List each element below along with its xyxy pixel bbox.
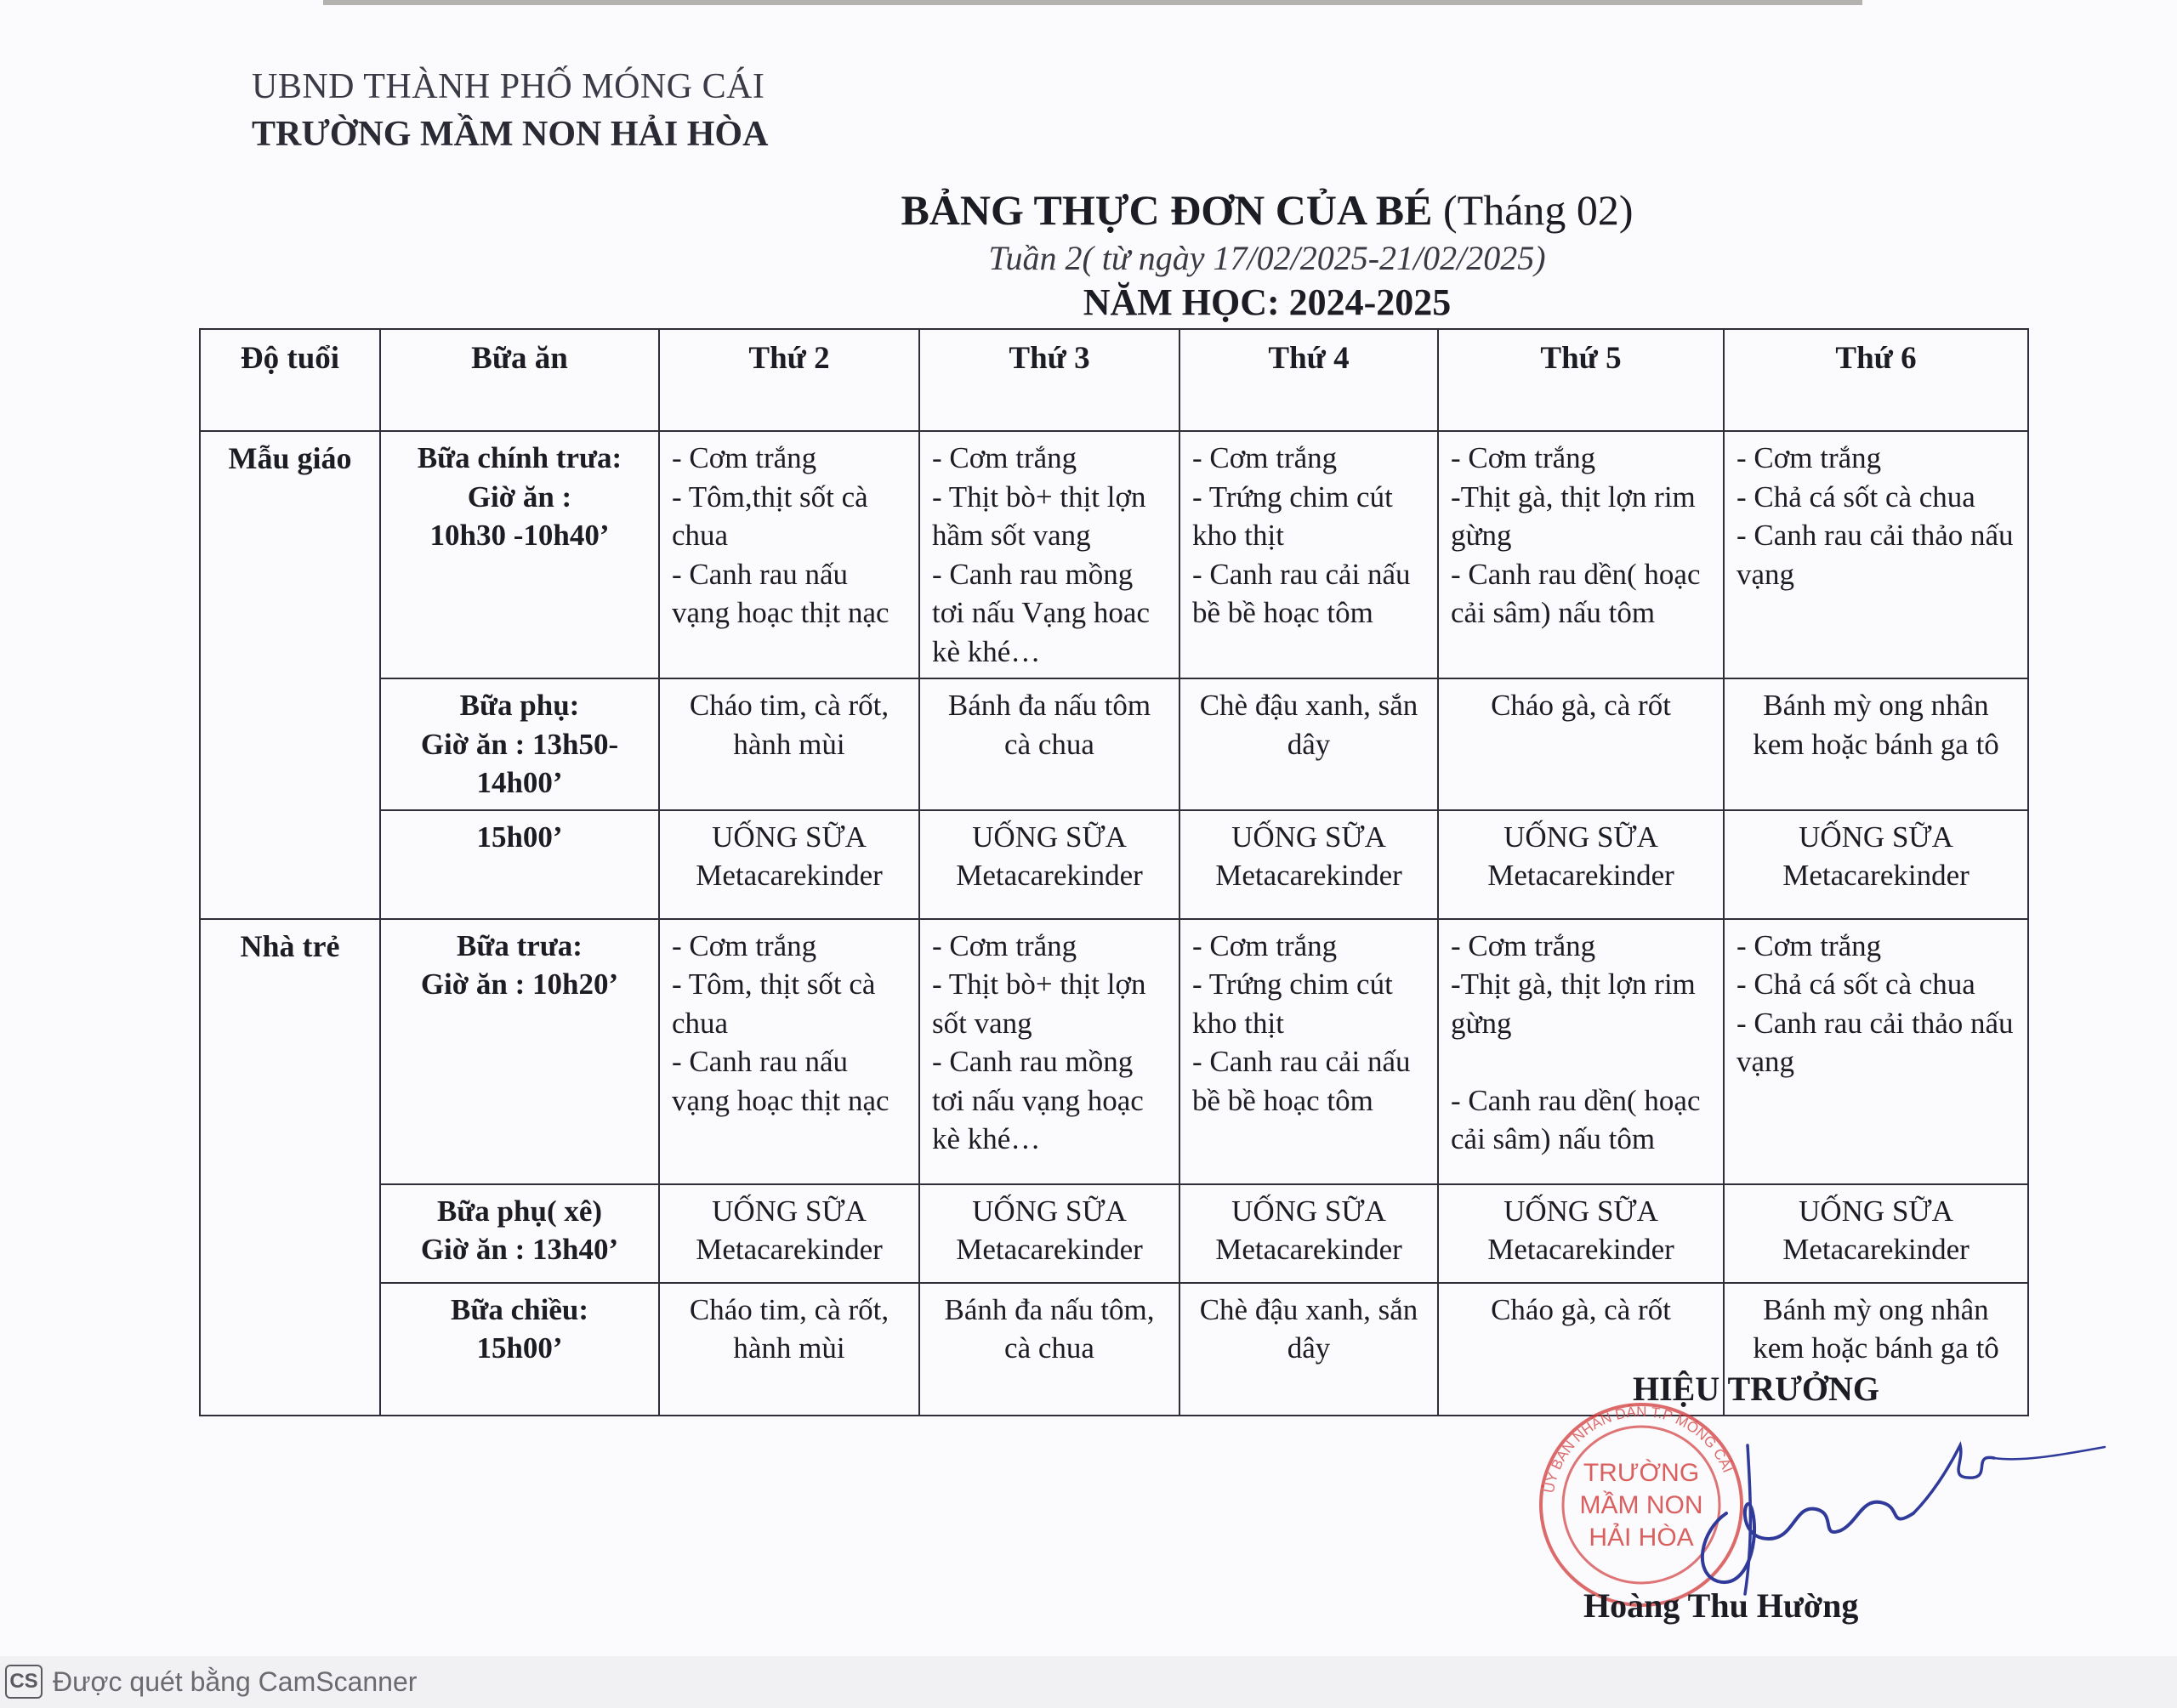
- menu-cell-day-2: [659, 1283, 919, 1416]
- dish-line: UỐNG SỮA: [712, 820, 867, 854]
- menu-cell-day-2: [659, 1184, 919, 1283]
- dish-line: UỐNG SỮA: [972, 820, 1127, 854]
- menu-header-row: [200, 329, 2028, 431]
- meal-cell: [380, 1184, 659, 1283]
- dish-line: - Cơm trắng: [1736, 928, 1882, 962]
- scan-edge-shadow: [323, 0, 1862, 5]
- menu-cell-day-3: [919, 919, 1179, 1184]
- principal-title: HIỆU TRƯỞNG: [1633, 1370, 1880, 1408]
- dish-line: - Cơm trắng: [672, 928, 817, 962]
- dish-line: Cháo tim, cà rốt, hành mùi: [689, 1292, 890, 1365]
- column-header-4: Thứ 4: [1179, 329, 1438, 431]
- dish-line: - Thịt bò+ thịt lợn hầm sốt vang: [932, 479, 1146, 552]
- dish-line: -Thịt gà, thịt lợn rim gừng: [1451, 479, 1696, 552]
- menu-cell-day-5: [1438, 1184, 1724, 1283]
- menu-body: [200, 431, 2028, 1416]
- meal-cell: [380, 1283, 659, 1416]
- menu-cell-day-4: [1179, 1184, 1438, 1283]
- dish-line: - Thịt bò+ thịt lợn sốt vang: [932, 967, 1146, 1040]
- dish-line: - Cơm trắng: [1451, 441, 1596, 474]
- document-title-main: BẢNG THỰC ĐƠN CỦA BÉ: [901, 186, 1433, 234]
- meal-cell: [380, 810, 659, 919]
- meal-line: 15h00’: [476, 1331, 563, 1365]
- header-school-name: TRƯỜNG MẦM NON HẢI HÒA: [252, 115, 769, 154]
- dish-line: Bánh mỳ ong nhân kem hoặc bánh ga tô: [1753, 1292, 1999, 1365]
- age-group-cell: Mẫu giáo: [200, 431, 380, 919]
- dish-line: Bánh mỳ ong nhân kem hoặc bánh ga tô: [1753, 689, 1999, 761]
- dish-line: - Tôm,thịt sốt cà chua: [672, 479, 868, 552]
- menu-cell-day-3: [919, 678, 1179, 810]
- dish-line: Bánh đa nấu tôm cà chua: [947, 689, 1151, 761]
- dish-line: - Canh rau mồng tơi nấu Vạng hoac kè khé…: [932, 557, 1150, 668]
- dish-line: - Cơm trắng: [672, 441, 817, 474]
- menu-cell-day-2: [659, 810, 919, 919]
- dish-line: -Thịt gà, thịt lợn rim gừng: [1451, 967, 1696, 1040]
- dish-line: - Canh rau cải thảo nấu vạng: [1736, 1006, 2014, 1078]
- menu-cell-day-5: [1438, 431, 1724, 678]
- document-school-year: NĂM HỌC: 2024-2025: [1083, 281, 1452, 323]
- dish-line: - Cơm trắng: [1451, 928, 1596, 962]
- dish-line: - Cơm trắng: [932, 441, 1077, 474]
- dish-line: UỐNG SỮA: [1799, 1194, 1953, 1228]
- dish-line: Cháo gà, cà rốt: [1491, 689, 1671, 722]
- stamp-text-line: MẦM NON: [1579, 1491, 1703, 1519]
- meal-line: Giờ ăn : 13h40’: [420, 1233, 619, 1266]
- column-header-5: Thứ 5: [1438, 329, 1724, 431]
- menu-cell-day-2: [659, 678, 919, 810]
- menu-cell-day-3: [919, 431, 1179, 678]
- dish-line: UỐNG SỮA: [1231, 820, 1386, 854]
- camscanner-logo-icon: CS: [5, 1665, 43, 1699]
- menu-cell-day-3: [919, 1283, 1179, 1416]
- dish-line: - Canh rau cải nấu bề bề hoạc tôm: [1192, 557, 1411, 629]
- meal-cell: [380, 431, 659, 678]
- dish-line: - Chả cá sốt cà chua: [1736, 967, 1975, 1001]
- meal-cell: [380, 919, 659, 1184]
- dish-line: - Canh rau dền( hoạc cải sâm) nấu tôm: [1451, 557, 1701, 629]
- menu-cell-day-3: [919, 810, 1179, 919]
- dish-line: - Cơm trắng: [1192, 928, 1338, 962]
- menu-cell-day-6: [1724, 1184, 2028, 1283]
- dish-line: - Canh rau mồng tơi nấu vạng hoạc kè khé…: [932, 1045, 1144, 1155]
- meal-line: 15h00’: [476, 820, 563, 854]
- dish-line: UỐNG SỮA: [712, 1194, 867, 1228]
- menu-cell-day-4: [1179, 678, 1438, 810]
- dish-line: Metacarekinder: [1487, 1233, 1674, 1266]
- dish-line: UỐNG SỮA: [1799, 820, 1953, 854]
- dish-line: - Canh rau cải thảo nấu vạng: [1736, 519, 2014, 591]
- meal-line: Giờ ăn : 13h50-14h00’: [420, 727, 619, 799]
- meal-line: Bữa chiều:: [451, 1292, 588, 1326]
- menu-cell-day-5: [1438, 919, 1724, 1184]
- dish-line: Cháo gà, cà rốt: [1491, 1292, 1671, 1326]
- document-title: [0, 185, 2177, 235]
- meal-line: Bữa chính trưa:: [417, 441, 622, 474]
- menu-cell-day-4: [1179, 919, 1438, 1184]
- column-header-0: Độ tuổi: [200, 329, 380, 431]
- menu-table: [199, 328, 2029, 1416]
- stamp-text-line: TRƯỜNG: [1583, 1459, 1700, 1487]
- menu-cell-day-6: [1724, 431, 2028, 678]
- dish-line: Chè đậu xanh, sắn dây: [1199, 1292, 1418, 1365]
- header-organization: UBND THÀNH PHỐ MÓNG CÁI: [252, 67, 765, 106]
- menu-row: [200, 810, 2028, 919]
- menu-cell-day-2: [659, 919, 919, 1184]
- menu-row: [200, 1184, 2028, 1283]
- dish-line: UỐNG SỮA: [1231, 1194, 1386, 1228]
- meal-cell: [380, 678, 659, 810]
- dish-line: UỐNG SỮA: [1503, 820, 1658, 854]
- dish-line: - Tôm, thịt sốt cà chua: [672, 967, 876, 1040]
- menu-cell-day-2: [659, 431, 919, 678]
- age-group-cell: Nhà trẻ: [200, 919, 380, 1416]
- menu-cell-day-5: [1438, 810, 1724, 919]
- dish-line: - Canh rau nấu vạng hoạc thịt nạc: [672, 557, 890, 629]
- column-header-2: Thứ 2: [659, 329, 919, 431]
- meal-line: 10h30 -10h40’: [429, 519, 610, 552]
- dish-line: - Canh rau dền( hoạc cải sâm) nấu tôm: [1451, 1083, 1701, 1155]
- dish-line: - Cơm trắng: [1736, 441, 1882, 474]
- column-header-1: Bữa ăn: [380, 329, 659, 431]
- dish-line: Metacarekinder: [956, 859, 1143, 892]
- stamp-ring-text: ỦY BAN NHÂN DÂN T.P MÓNG CÁI: [1540, 1403, 1736, 1495]
- dish-line: - Cơm trắng: [1192, 441, 1338, 474]
- meal-line: Bữa trưa:: [457, 928, 583, 962]
- dish-line: - Cơm trắng: [932, 928, 1077, 962]
- meal-line: Giờ ăn :: [467, 479, 572, 514]
- dish-line: UỐNG SỮA: [1503, 1194, 1658, 1228]
- dish-line: Chè đậu xanh, sắn dây: [1199, 689, 1418, 761]
- meal-line: Giờ ăn : 10h20’: [420, 967, 619, 1001]
- menu-cell-day-6: [1724, 919, 2028, 1184]
- dish-line: Metacarekinder: [696, 1233, 883, 1266]
- document-week: Tuần 2( từ ngày 17/02/2025-21/02/2025): [988, 239, 1546, 277]
- menu-cell-day-5: [1438, 678, 1724, 810]
- dish-line: Metacarekinder: [1215, 1233, 1402, 1266]
- menu-cell-day-6: [1724, 810, 2028, 919]
- principal-name: Hoàng Thu Hường: [1583, 1586, 1859, 1625]
- menu-cell-day-6: [1724, 678, 2028, 810]
- dish-line: Metacarekinder: [956, 1233, 1143, 1266]
- menu-row: [200, 919, 2028, 1184]
- meal-line: Bữa phụ( xê): [436, 1194, 603, 1228]
- menu-cell-day-4: [1179, 431, 1438, 678]
- menu-row: [200, 431, 2028, 678]
- menu-cell-day-3: [919, 1184, 1179, 1283]
- dish-line: Cháo tim, cà rốt, hành mùi: [689, 689, 890, 761]
- scanner-footer: [0, 1656, 2177, 1708]
- dish-line: UỐNG SỮA: [972, 1194, 1127, 1228]
- document-title-month: (Tháng 02): [1443, 186, 1634, 234]
- dish-line: - Trứng chim cút kho thịt: [1192, 967, 1393, 1040]
- menu-cell-day-4: [1179, 1283, 1438, 1416]
- dish-line: Metacarekinder: [1782, 1233, 1970, 1266]
- dish-line: Bánh đa nấu tôm, cà chua: [944, 1292, 1155, 1365]
- dish-line: - Trứng chim cút kho thịt: [1192, 479, 1393, 552]
- dish-line: Metacarekinder: [1487, 859, 1674, 892]
- dish-line: [1451, 1042, 1711, 1081]
- menu-cell-day-4: [1179, 810, 1438, 919]
- dish-line: - Canh rau cải nấu bề bề hoạc tôm: [1192, 1045, 1411, 1117]
- dish-line: - Canh rau nấu vạng hoạc thịt nạc: [672, 1045, 890, 1117]
- column-header-3: Thứ 3: [919, 329, 1179, 431]
- dish-line: Metacarekinder: [696, 859, 883, 892]
- dish-line: - Chả cá sốt cà chua: [1736, 479, 1975, 514]
- scanner-watermark-text: Được quét bằng CamScanner: [53, 1666, 418, 1697]
- principal-signature: [1667, 1411, 2109, 1607]
- meal-line: Bữa phụ:: [459, 689, 580, 722]
- dish-line: Metacarekinder: [1782, 859, 1970, 892]
- menu-row: [200, 678, 2028, 810]
- dish-line: Metacarekinder: [1215, 859, 1402, 892]
- stamp-text-line: HẢI HÒA: [1589, 1524, 1694, 1552]
- column-header-6: Thứ 6: [1724, 329, 2028, 431]
